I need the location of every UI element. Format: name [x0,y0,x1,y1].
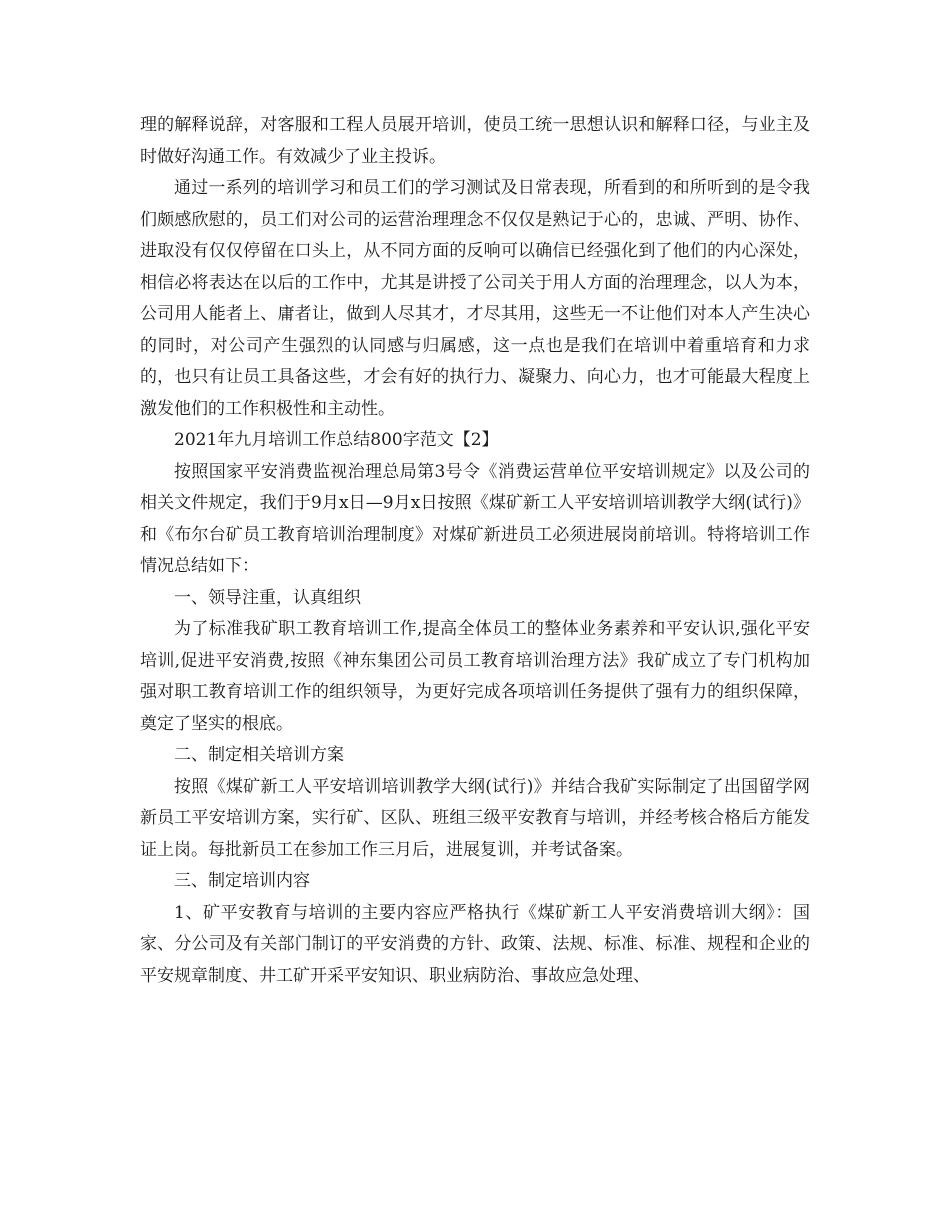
paragraph-6: 1、矿平安教育与培训的主要内容应严格执行《煤矿新工人平安消费培训大纲》：国家、分公司及有关部门制订的平安消费的方针、政策、法规、标准、标准、规程和企业的平安规章制度、井工矿开采平安知识、职业病防治、事故应急处理、 [140,902,810,986]
paragraph-1: 理的解释说辞，对客服和工程人员展开培训，使员工统一思想认识和解释口径，与业主及时做好沟通工作。有效减少了业主投诉。 [140,115,810,167]
section-heading-summary: 2021年九月培训工作总结800字范文【2】 [174,430,499,450]
section-heading-3: 三、制定培训内容 [174,871,310,891]
document-page [140,110,810,992]
paragraph-3: 按照国家平安消费监视治理总局第3号令《消费运营单位平安培训规定》以及公司的相关文件规定，我们于9月x日—9月x日按照《煤矿新工人平安培训培训教学大纲(试行)》和《布尔台矿员工教育培训治理制度》对煤矿新进员工必须进展岗前培训。特将培训工作情况总结如下： [140,461,810,576]
section-heading-2: 二、制定相关培训方案 [174,745,344,765]
paragraph-4: 为了标准我矿职工教育培训工作,提高全体员工的整体业务素养和平安认识,强化平安培训,促进平安消费,按照《神东集团公司员工教育培训治理方法》我矿成立了专门机构加强对职工教育培训工作的组织领导，为更好完成各项培训任务提供了强有力的组织保障，奠定了坚实的根底。 [140,619,810,734]
paragraph-2: 通过一系列的培训学习和员工们的学习测试及日常表现，所看到的和所听到的是令我们颇感欣慰的，员工们对公司的运营治理理念不仅仅是熟记于心的，忠诚、严明、协作、进取没有仅仅停留在口头上，从不同方面的反响可以确信已经强化到了他们的内心深处，相信必将表达在以后的工作中，尤其是讲授了公司关于用人方面的治理理念，以人为本，公司用人能者上、庸者让，做到人尽其才，才尽其用，这些无一不让他们对本人产生决心的同时，对公司产生强烈的认同感与归属感，这一点也是我们在培训中着重培育和力求的，也只有让员工具备这些，才会有好的执行力、凝聚力、向心力，也才可能最大程度上激发他们的工作积极性和主动性。 [140,178,810,419]
section-heading-1: 一、领导注重，认真组织 [174,587,361,608]
paragraph-5: 按照《煤矿新工人平安培训培训教学大纲(试行)》并结合我矿实际制定了出国留学网新员工平安培训方案，实行矿、区队、班组三级平安教育与培训，并经考核合格后方能发证上岗。每批新员工在参加工作三月后，进展复训，并考试备案。 [140,776,810,860]
